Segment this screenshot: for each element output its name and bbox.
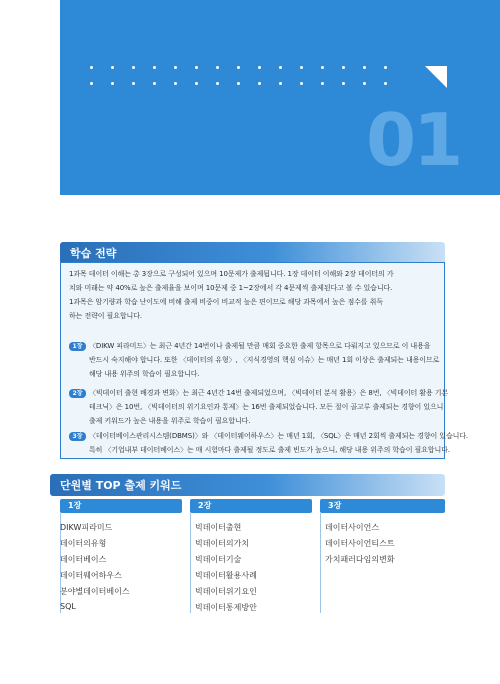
keyword-item: 가치패러다임의변화 bbox=[325, 555, 395, 564]
strategy-header bbox=[60, 242, 445, 264]
keywords-title: 단원별 TOP 출제 키워드 bbox=[60, 479, 182, 492]
keyword-item: 데이터의유형 bbox=[60, 539, 107, 548]
keyword-item: 데이터사이언스 bbox=[325, 523, 380, 532]
chapter-number: 01 bbox=[366, 98, 461, 182]
strategy-intro-line: 치와 미래는 약 40%로 높은 출제율을 보이며 10문제 중 1~2장에서 각 4문제씩 출제된다고 볼 수 있습니다. bbox=[69, 284, 393, 292]
keyword-item: 데이터사이언티스트 bbox=[325, 539, 395, 548]
keyword-item: 빅데이터기술 bbox=[195, 555, 242, 564]
keyword-item: 빅데이터의가치 bbox=[195, 539, 250, 548]
strategy-intro-line: 1과목 데이터 이해는 총 3장으로 구성되어 있으며 10문제가 출제됩니다. 1장 데이터 이해와 2장 데이터의 가 bbox=[69, 270, 394, 278]
keyword-item: SQL bbox=[60, 602, 76, 611]
strategy-title: 학습 전략 bbox=[70, 247, 117, 260]
keyword-item: 분야별데이터베이스 bbox=[60, 587, 130, 596]
chapter-badge-3: 3장 bbox=[69, 432, 86, 441]
strategy-item-line: 〈빅데이터 출현 배경과 변화〉는 최근 4년간 14번 출제되었으며, 〈빅데이터 분석 활용〉은 8번, 〈빅데이터 활용 기본 bbox=[89, 389, 449, 397]
keyword-item: 빅데이터활용사례 bbox=[195, 571, 257, 580]
keyword-item: 데이터베이스 bbox=[60, 555, 107, 564]
keyword-item: 빅데이터위기요인 bbox=[195, 587, 257, 596]
chapter-banner bbox=[60, 0, 500, 195]
column-divider bbox=[190, 513, 191, 613]
keywords-header bbox=[50, 474, 445, 496]
column-divider bbox=[320, 513, 321, 613]
strategy-item-line: 반드시 숙지해야 합니다. 또한 〈데이터의 유형〉, 〈지식경영의 핵심 이슈〉는 매년 1회 이상은 출제되는 내용이므로 bbox=[89, 356, 440, 364]
strategy-item-line: 출제 키워드가 높은 내용을 위주로 학습이 필요합니다. bbox=[89, 417, 251, 425]
dotted-line-decoration bbox=[90, 66, 390, 86]
strategy-intro-line: 하는 전략이 필요합니다. bbox=[69, 312, 142, 320]
keyword-item: 빅데이터통제방안 bbox=[195, 603, 257, 612]
strategy-item-line: 해당 내용 위주의 학습이 필요합니다. bbox=[89, 370, 200, 378]
keyword-column-badge-1: 1장 bbox=[60, 499, 182, 513]
chapter-badge-2: 2장 bbox=[69, 389, 86, 398]
chapter-badge-1: 1장 bbox=[69, 342, 86, 351]
keyword-column-badge-2: 2장 bbox=[190, 499, 312, 513]
strategy-item-line: 〈DIKW 피라미드〉는 최근 4년간 14번이나 출제될 만큼 매회 중요한 출제 항목으로 다뤄지고 있으므로 이 내용을 bbox=[89, 342, 431, 350]
strategy-item-line: 테크닉〉은 10번, 〈빅데이터의 위기요인과 통제〉는 16번 출제되었습니다. 모든 절이 골고루 출제되는 경향이 있으니 bbox=[89, 403, 444, 411]
keyword-item: DIKW피라미드 bbox=[60, 523, 113, 532]
strategy-item-line: 특히 〈기업내부 데이터베이스〉는 매 시험마다 출제될 정도로 출제 빈도가 높으니, 해당 내용 위주의 학습이 필요합니다. bbox=[89, 446, 450, 454]
keyword-item: 데이터웨어하우스 bbox=[60, 571, 122, 580]
keyword-column-badge-3: 3장 bbox=[320, 499, 445, 513]
corner-triangle-decoration bbox=[425, 66, 447, 88]
keyword-item: 빅데이터출현 bbox=[195, 523, 242, 532]
strategy-box bbox=[60, 262, 469, 459]
strategy-intro-line: 1과목은 암기량과 학습 난이도에 비해 출제 비중이 비교적 높은 편이므로 해당 과목에서 높은 점수를 취득 bbox=[69, 298, 383, 306]
strategy-item-line: 〈데이터베이스관리시스템(DBMS)〉와 〈데이터웨어하우스〉는 매년 1회, 〈SQL〉은 매년 2회씩 출제되는 경향이 있습니다. bbox=[89, 432, 469, 440]
